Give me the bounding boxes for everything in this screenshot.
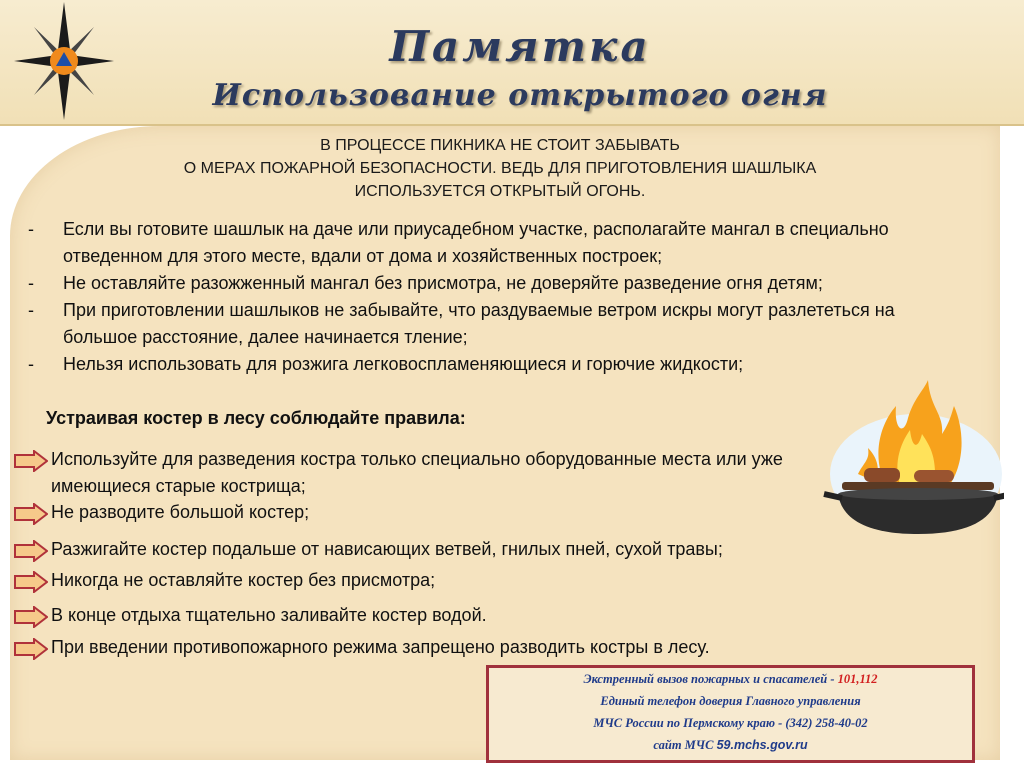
- emergency-label: Экстренный вызов пожарных и спасателей -: [583, 672, 838, 686]
- page-subtitle: Использование открытого огня: [212, 78, 828, 113]
- rule-text: При приготовлении шашлыков не забывайте, что раздуваемые ветром искры могут разлететься на большое расстояние, далее начинается тление;: [63, 300, 895, 347]
- arrow-right-icon: [14, 638, 48, 660]
- list-item: [28, 270, 958, 297]
- hotline-label: Единый телефон доверия Главного управления: [600, 694, 861, 708]
- forest-rule-text: При введении противопожарного режима запрещено разводить костры в лесу.: [51, 637, 710, 657]
- forest-rule-text: Не разводите большой костер;: [51, 502, 310, 522]
- bbq-grill-fire-icon: [818, 378, 1004, 538]
- picnic-rules-list: [28, 216, 958, 378]
- list-item: [28, 351, 958, 378]
- forest-section-title: Устраивая костер в лесу соблюдайте правила:: [46, 408, 466, 428]
- arrow-right-icon: [14, 571, 48, 593]
- hotline-phone: МЧС России по Пермскому краю - (342) 258-40-02: [593, 716, 868, 730]
- forest-rule-text: В конце отдыха тщательно заливайте костер водой.: [51, 605, 487, 625]
- forest-rule-text: Используйте для разведения костра только специально оборудованные места или уже имеющиеся старые кострища;: [51, 449, 783, 496]
- page-title: Памятка: [389, 22, 651, 71]
- dash-bullet: -: [28, 273, 34, 293]
- arrow-right-icon: [14, 450, 48, 472]
- intro-text: [140, 134, 860, 203]
- dash-bullet: -: [28, 300, 34, 320]
- arrow-right-icon: [14, 503, 48, 525]
- forest-rule-text: Разжигайте костер подальше от нависающих ветвей, гнилых пней, сухой травы;: [51, 539, 723, 559]
- dash-bullet: -: [28, 219, 34, 239]
- intro-line: В ПРОЦЕССЕ ПИКНИКА НЕ СТОИТ ЗАБЫВАТЬ: [320, 137, 680, 154]
- dash-bullet: -: [28, 354, 34, 374]
- site-link[interactable]: 59.mchs.gov.ru: [716, 738, 808, 752]
- list-item: [28, 216, 958, 270]
- forest-rule-text: Никогда не оставляйте костер без присмотра;: [51, 570, 436, 590]
- emergency-number: 101,112: [837, 672, 878, 686]
- rule-text: Не оставляйте разожженный мангал без присмотра, не доверяйте разведение огня детям;: [63, 273, 823, 293]
- mchs-star-logo-icon: [14, 2, 114, 120]
- rule-text: Если вы готовите шашлык на даче или приусадебном участке, располагайте мангал в специально отведенном для этого месте, вдали от дома и хозяйственных построек;: [63, 219, 889, 266]
- intro-line: О МЕРАХ ПОЖАРНОЙ БЕЗОПАСНОСТИ. ВЕДЬ ДЛЯ ПРИГОТОВЛЕНИЯ ШАШЛЫКА: [183, 160, 817, 177]
- arrow-right-icon: [14, 540, 48, 562]
- arrow-right-icon: [14, 606, 48, 628]
- site-label: сайт МЧС: [653, 738, 717, 752]
- list-item: [28, 297, 958, 351]
- header-band: [0, 0, 1024, 126]
- site-line: [489, 734, 972, 756]
- intro-line: ИСПОЛЬЗУЕТСЯ ОТКРЫТЫЙ ОГОНЬ.: [354, 183, 646, 200]
- rule-text: Нельзя использовать для розжига легковоспламеняющиеся и горючие жидкости;: [63, 354, 744, 374]
- emergency-line: [489, 668, 972, 690]
- contacts-box: [486, 665, 975, 763]
